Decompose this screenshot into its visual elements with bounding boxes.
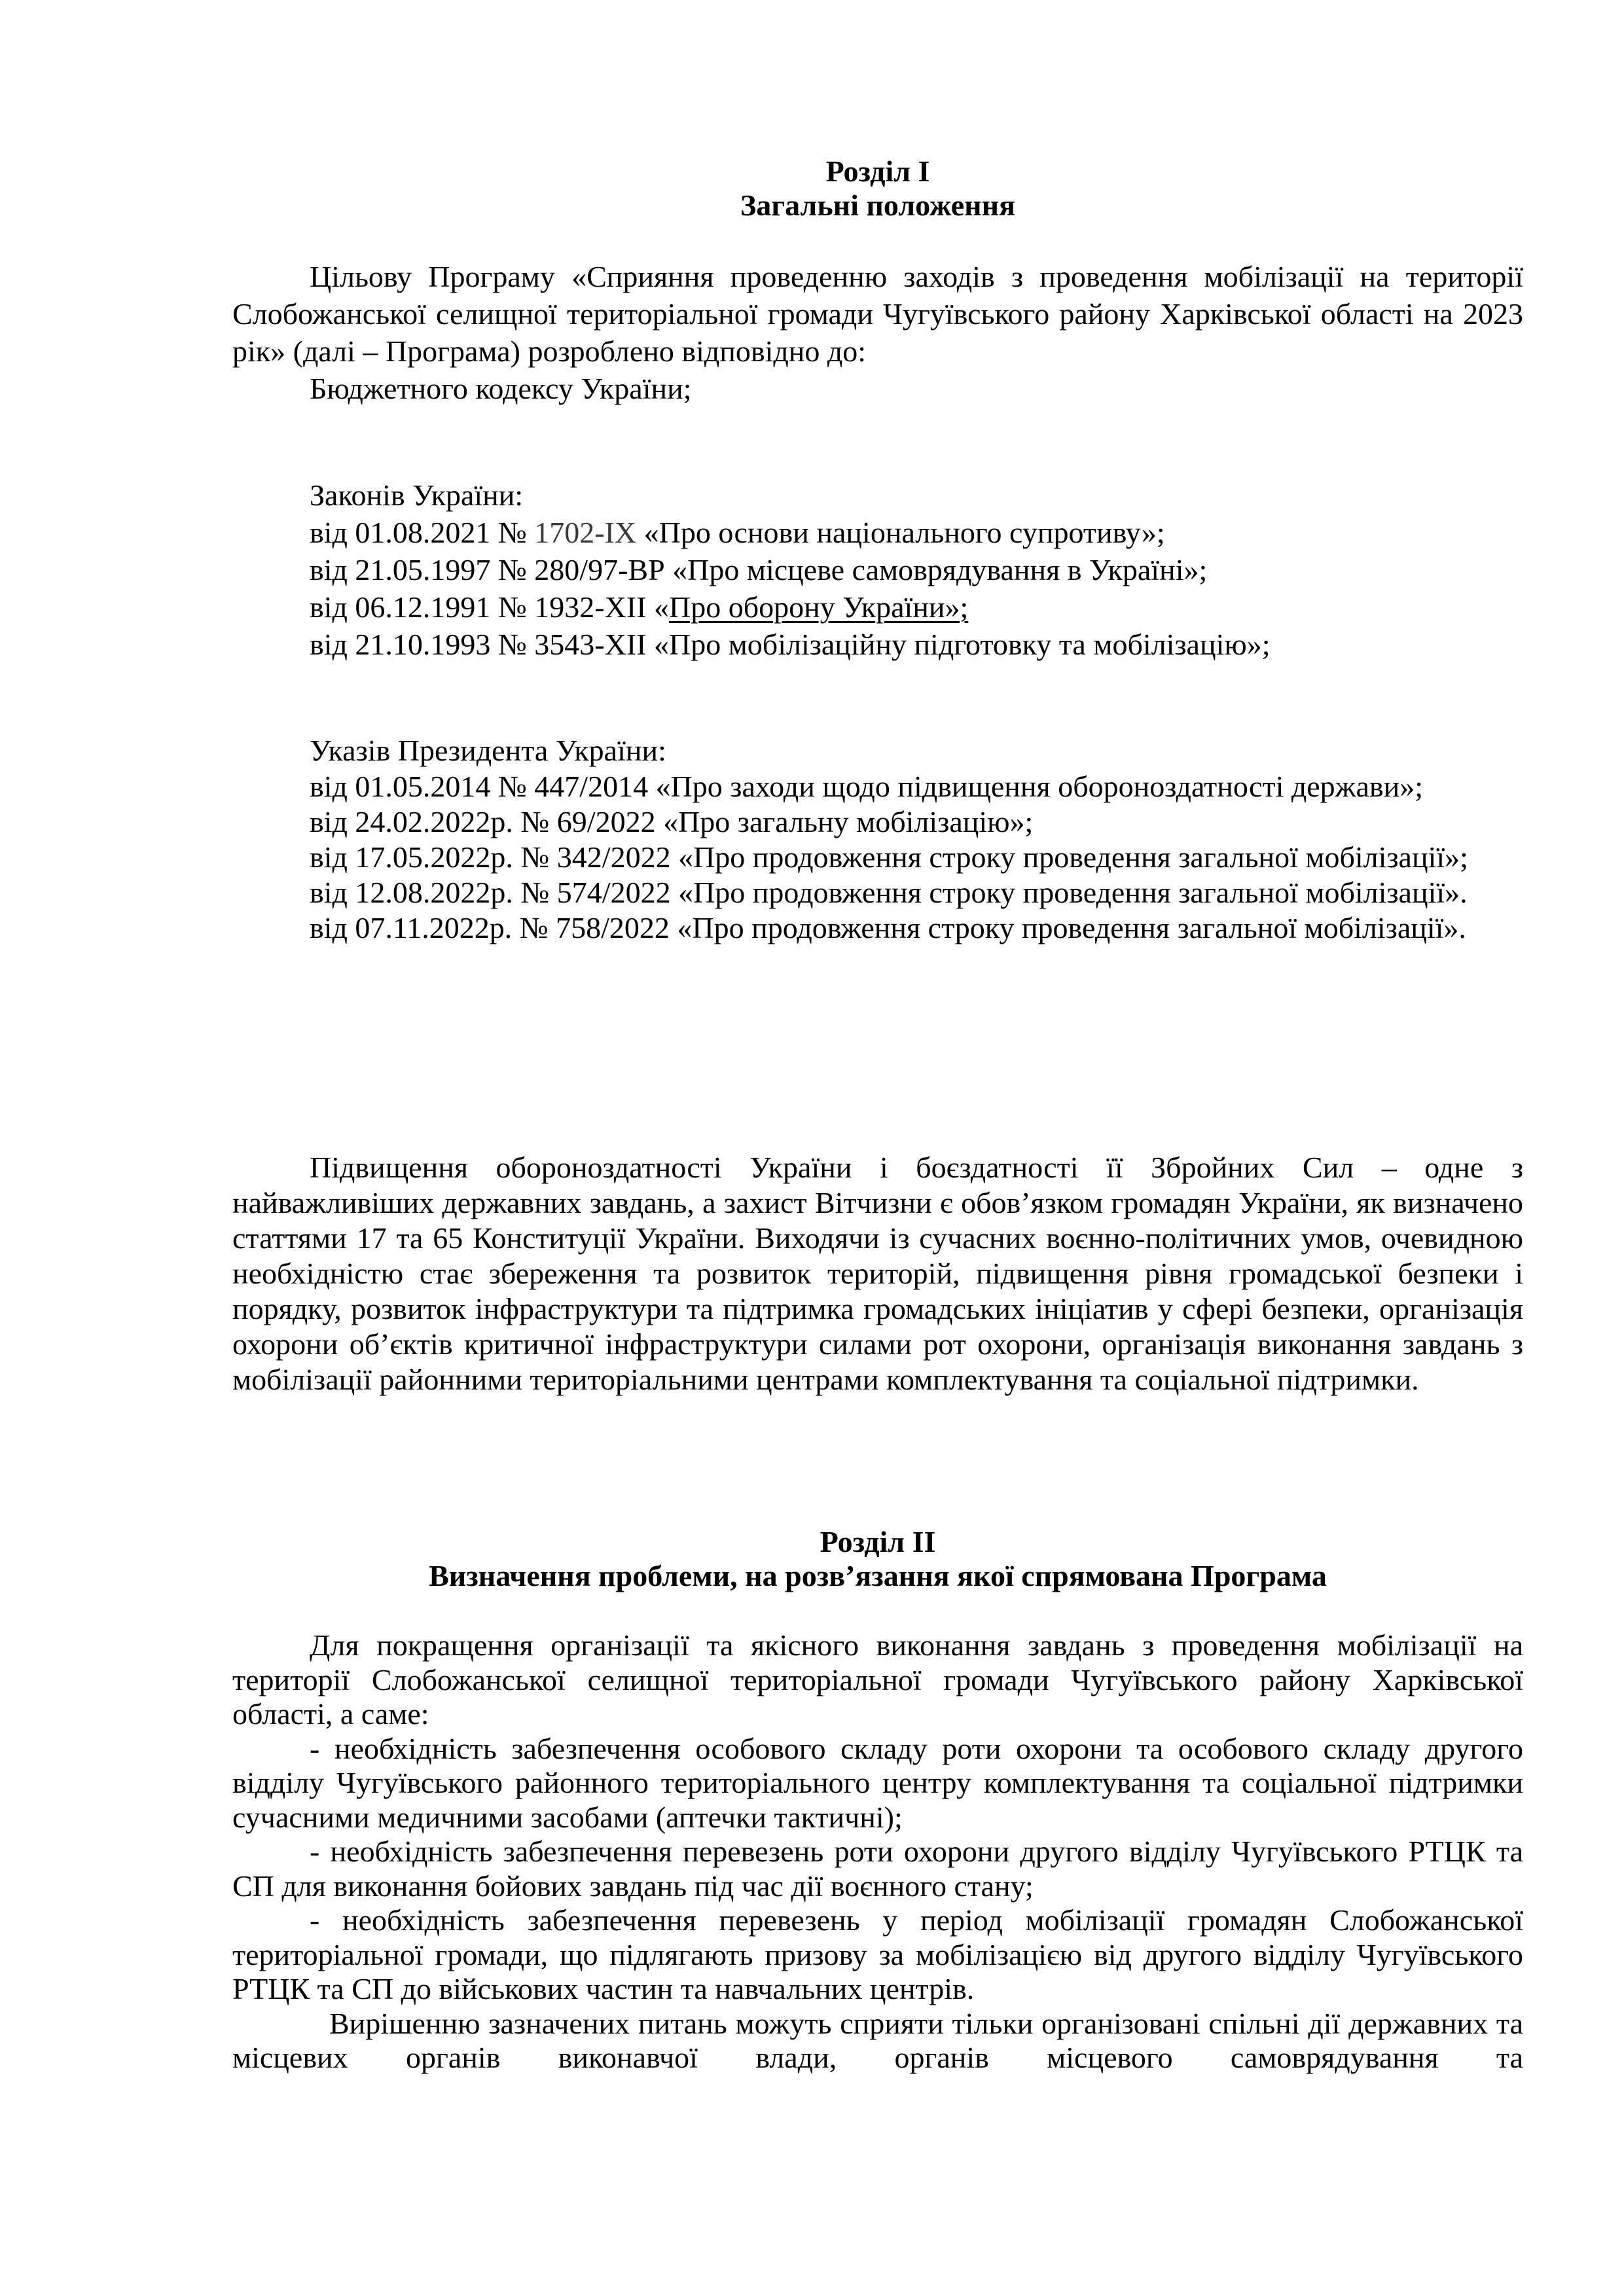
section-2-title: Визначення проблеми, на розв’язання якої спрямована Програма bbox=[429, 1559, 1327, 1592]
laws-heading: Законів України: bbox=[310, 478, 524, 512]
decree-item: від 24.02.2022р. № 69/2022 «Про загальну мобілізацію»; bbox=[310, 805, 1034, 838]
law-date: від 21.10.1993 № 3543-XII bbox=[310, 628, 654, 661]
law-date: від 21.05.1997 № 280/97-ВР bbox=[310, 553, 673, 586]
decree-item: від 12.08.2022р. № 574/2022 «Про продовження строку проведення загальної мобілізації». bbox=[310, 876, 1468, 909]
problem-bullet: - необхідність забезпечення перевезень у період мобілізації громадян Слобожанської територіальної громади, що підлягають призову за мобілізацією від другого відділу Чугуївського РТЦК та СП до військових частин та навчальних центрів. bbox=[232, 1903, 1523, 2005]
section-1-number: Розділ I bbox=[825, 154, 930, 188]
law-date: від 01.08.2021 № bbox=[310, 516, 535, 549]
decree-item: від 17.05.2022р. № 342/2022 «Про продовження строку проведення загальної мобілізації»; bbox=[310, 840, 1468, 874]
section-2-heading bbox=[232, 1525, 1523, 1593]
law-item bbox=[232, 626, 1523, 663]
law-title: «Про мобілізаційну підготовку та мобілізацію»; bbox=[653, 628, 1271, 661]
section-1-intro-paragraph: Цільову Програму «Сприяння проведенню заходів з проведення мобілізації на території Слобожанської селищної територіальної громади Чугуївського району Харківської області на 2023 рік» (далі – Програма) розроблено відповідно до: bbox=[232, 260, 1523, 368]
problem-bullet: - необхідність забезпечення перевезень роти охорони другого відділу Чугуївського РТЦК та СП для виконання бойових завдань під час дії воєнного стану; bbox=[232, 1835, 1523, 1903]
section-1-title: Загальні положення bbox=[740, 188, 1016, 222]
law-number: 1702-IX bbox=[534, 516, 637, 549]
decree-item: від 01.05.2014 № 447/2014 «Про заходи щодо підвищення обороноздатності держави»; bbox=[310, 770, 1423, 803]
law-title: «Про місцеве самоврядування в Україні»; bbox=[672, 553, 1208, 586]
section-2-intro-paragraph: Для покращення організації та якісного виконання завдань з проведення мобілізації на території Слобожанської селищної територіальної громади Чугуївського району Харківської області, а саме: bbox=[232, 1628, 1523, 1731]
law-item bbox=[232, 551, 1523, 588]
decrees-heading: Указів Президента України: bbox=[310, 734, 666, 767]
law-title: «Про основи національного супротиву»; bbox=[636, 516, 1165, 549]
section-2-body bbox=[232, 1628, 1523, 2075]
section-1-paragraph-block bbox=[232, 1150, 1523, 1397]
law-date: від 06.12.1991 № 1932-XII « bbox=[310, 590, 669, 624]
section-2-number: Розділ II bbox=[820, 1525, 936, 1558]
section-1-heading bbox=[232, 154, 1523, 223]
law-title-link[interactable]: Про оборону України»; bbox=[668, 590, 969, 624]
section-1-paragraph: Підвищення обороноздатності України і боєздатності її Збройних Сил – одне з найважливіших державних завдань, а захист Вітчизни є обов’язком громадян України, як визначено статтями 17 та 65 Конституції України. Виходячи із сучасних воєнно-політичних умов, очевидною необхідністю стає збереження та розвиток територій, підвищення рівня громадської безпеки і порядку, розвиток інфраструктури та підтримка громадських ініціатив у сфері безпеки, організація охорони об’єктів критичної інфраструктури силами рот охорони, організація виконання завдань з мобілізації районними територіальними центрами комплектування та соціальної підтримки. bbox=[232, 1151, 1523, 1396]
law-item bbox=[232, 588, 1523, 626]
section-2-closing-paragraph: Вирішенню зазначених питань можуть сприяти тільки організовані спільні дії державних та місцевих органів виконавчої влади, органів місцевого самоврядування та bbox=[232, 2006, 1523, 2074]
problem-bullet: - необхідність забезпечення особового складу роти охорони та особового складу другого відділу Чугуївського районного територіального центру комплектування та соціальної підтримки сучасними медичними засобами (аптечки тактичні); bbox=[232, 1731, 1523, 1834]
decree-item: від 07.11.2022р. № 758/2022 «Про продовження строку проведення загальної мобілізації». bbox=[310, 911, 1466, 944]
laws-list bbox=[232, 476, 1523, 663]
decrees-list bbox=[232, 732, 1523, 946]
law-item bbox=[232, 514, 1523, 551]
section-1-intro-block bbox=[232, 258, 1523, 407]
budget-code-line: Бюджетного кодексу України; bbox=[310, 372, 692, 405]
